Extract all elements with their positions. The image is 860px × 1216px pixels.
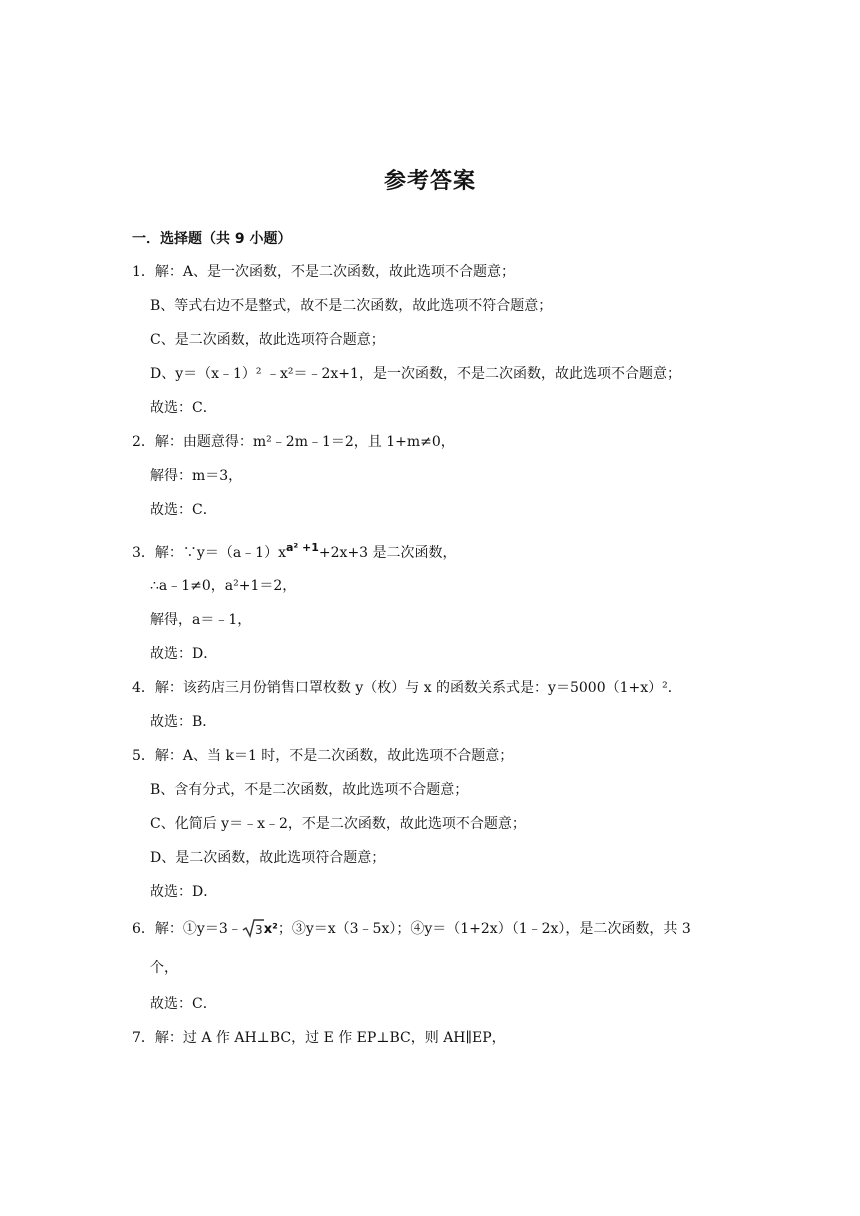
page-title: 参考答案 xyxy=(383,169,476,194)
q5-answer: 故选：D． xyxy=(150,884,218,900)
sqrt-radicand: 3 xyxy=(254,923,263,937)
q1-answer: 故选：C． xyxy=(150,400,217,416)
q5-option-b: B、含有分式，不是二次函数，故此选项不合题意； xyxy=(150,782,469,798)
q1-option-d: D、y＝（x﹣1）² ﹣x²＝﹣2x+1，是一次函数，不是二次函数，故此选项不合题意； xyxy=(150,366,681,382)
q6-continuation: 个， xyxy=(150,960,178,976)
q2-answer: 故选：C． xyxy=(150,502,217,518)
sqrt-icon xyxy=(242,918,264,939)
q3-expression-tail: +2x+3 是二次函数， xyxy=(318,545,457,561)
q3-solve: 解得，a＝﹣1， xyxy=(150,612,252,628)
q3-answer: 故选：D． xyxy=(150,646,218,662)
q1-option-b: B、等式右边不是整式，故不是二次函数，故此选项不符合题意； xyxy=(150,298,553,314)
q4-head: 4．解：该药店三月份销售口罩枚数 y（枚）与 x 的函数关系式是：y＝5000（1+x）²． xyxy=(132,680,682,696)
q6-x-squared: x² xyxy=(263,922,278,937)
q1-head xyxy=(132,262,515,282)
q1-label: 1．解： xyxy=(132,264,183,280)
q3-head xyxy=(132,538,457,563)
q5-head: 5．解：A、当 k＝1 时，不是二次函数，故此选项不合题意； xyxy=(132,748,514,764)
q1-option-a: A、是一次函数，不是二次函数，故此选项不合题意； xyxy=(182,264,516,280)
q3-condition: ∴a﹣1≠0，a²+1＝2， xyxy=(150,578,297,594)
q4-answer: 故选：B． xyxy=(150,714,217,730)
q5-option-d: D、是二次函数，故此选项符合题意； xyxy=(150,850,386,866)
q6-expression-tail: ；③y＝x（3﹣5x）；④y＝（1+2x）（1﹣2x），是二次函数，共 3 xyxy=(277,921,691,937)
q1-option-c: C、是二次函数，故此选项符合题意； xyxy=(150,332,385,348)
q2-head: 2．解：由题意得：m²﹣2m﹣1＝2，且 1+m≠0， xyxy=(132,434,455,450)
q7-head: 7．解：过 A 作 AH⊥BC，过 E 作 EP⊥BC，则 AH∥EP， xyxy=(132,1030,506,1046)
q6-expression: 6．解：①y＝3﹣ xyxy=(132,921,242,937)
q6-head xyxy=(132,918,691,940)
q6-answer: 故选：C． xyxy=(150,996,217,1012)
q3-exponent: a² +1 xyxy=(285,541,319,554)
q5-option-c: C、化简后 y＝﹣x﹣2，不是二次函数，故此选项不合题意； xyxy=(150,816,526,832)
q3-expression: 3．解：∵y＝（a﹣1）x xyxy=(132,545,286,561)
q2-solve: 解得：m＝3， xyxy=(150,468,243,484)
section-heading: 一．选择题（共 9 小题） xyxy=(132,231,292,247)
